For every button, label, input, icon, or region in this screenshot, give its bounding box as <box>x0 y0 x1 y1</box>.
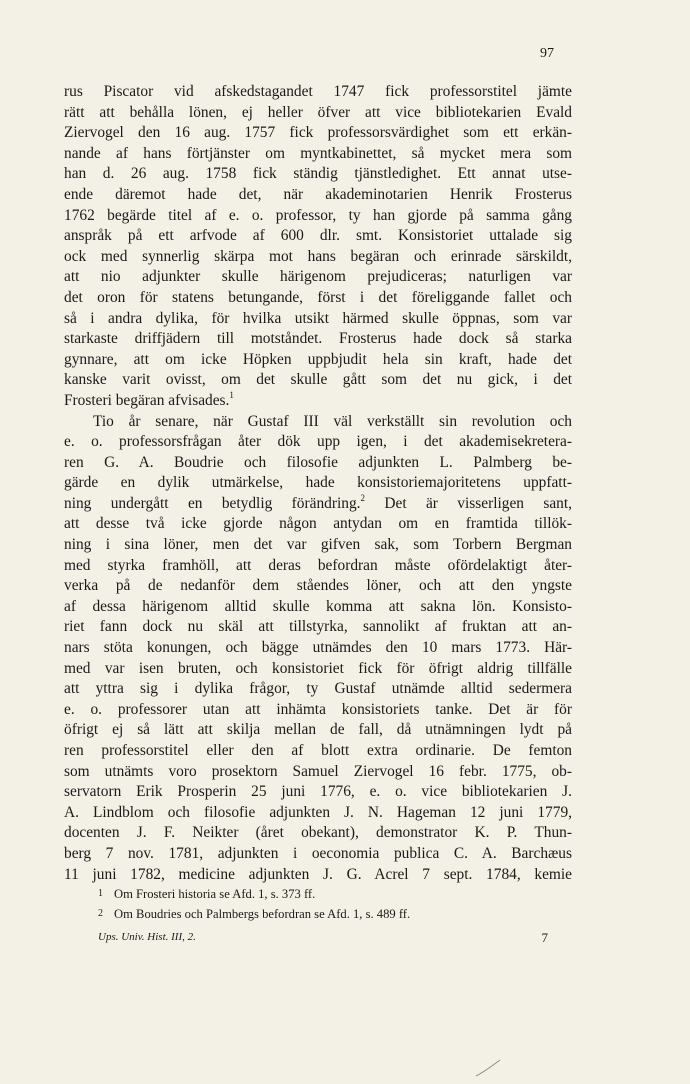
text-line <box>64 309 572 330</box>
footnote <box>64 904 572 924</box>
text-line <box>64 617 572 638</box>
text-line-content: docenten J. F. Neikter (året obekant), demonstrator K. P. Thun- <box>64 824 572 842</box>
text-line <box>64 514 572 535</box>
text-line <box>64 247 572 268</box>
text-line <box>64 823 572 844</box>
text-line <box>64 865 572 886</box>
text-line <box>64 288 572 309</box>
footnote-reference: 2 <box>360 492 365 503</box>
text-line-content: han d. 26 aug. 1758 fick ständig tjänstledighet. Ett annat utse- <box>64 165 572 183</box>
text-line <box>64 679 572 700</box>
text-line-content: gärde en dylik utmärkelse, hade konsistoriemajoritetens uppfatt- <box>64 474 572 492</box>
text-line-content: med styrka framhöll, att deras befordran måste ofördelaktigt åter- <box>64 556 572 574</box>
text-line <box>64 329 572 350</box>
text-line-content: rus Piscator vid afskedstagandet 1747 fick professorstitel jämte <box>64 83 572 100</box>
text-line-content: kanske varit ovisst, om det skulle gått som det nu gick, i det <box>64 371 572 389</box>
footnote-reference: 1 <box>229 389 234 400</box>
text-line-content: ock med synnerlig skärpa mot hans begäran och erinrade särskildt, <box>64 247 572 265</box>
signature-number: 7 <box>541 930 548 945</box>
text-line <box>64 103 572 124</box>
text-line <box>64 412 572 433</box>
text-line-content: riet fann dock nu skäl att tillstyrka, sannolikt af fruktan att an- <box>64 618 572 636</box>
text-line-content: att desse två icke gjorde någon antydan om en framtida tillök- <box>64 515 572 533</box>
text-line <box>64 350 572 371</box>
text-line-content: af dessa härigenom alltid skulle komma att sakna lön. Konsisto- <box>64 597 572 615</box>
text-line-content: nande af hans förtjänster om myntkabinettet, så mycket mera som <box>64 144 572 162</box>
text-line <box>64 803 572 824</box>
text-line-content: nars stöta konungen, och bägge utnämdes den 10 mars 1773. Här- <box>64 639 572 657</box>
text-line <box>64 453 572 474</box>
text-line <box>64 370 572 391</box>
text-line-content: öfrigt ej så lätt att skilja mellan de fall, då utnämningen lydt på <box>64 721 572 739</box>
footnote <box>64 884 572 904</box>
text-line <box>64 597 572 618</box>
text-line <box>64 473 572 494</box>
text-line-content: med var isen bruten, och konsistoriet fick för öfrigt aldrig tillfälle <box>64 659 572 677</box>
text-line-content: starkaste driffjädern till motståndet. Frosterus hade dock så starka <box>64 330 572 348</box>
text-line <box>64 494 572 515</box>
text-line <box>64 535 572 556</box>
text-line-content: anspråk på ett arfvode af 600 dlr. smt. Konsistoriet uttalade sig <box>64 227 572 245</box>
text-line <box>64 123 572 144</box>
page-number: 97 <box>540 46 554 61</box>
text-line-continuation: Det är visserligen sant, <box>365 494 573 512</box>
text-line-content: servatorn Erik Prosperin 25 juni 1776, e. o. vice bibliotekarien J. <box>64 783 572 801</box>
text-line-content: gynnare, att om icke Höpken uppbjudit hela sin kraft, hade det <box>64 350 572 368</box>
text-line-content: det oron för statens betungande, först i det föreliggande fallet och <box>64 288 572 306</box>
text-line <box>64 782 572 803</box>
text-line-content: så i andra dylika, för hvilka utsikt härmed skulle öppnas, som var <box>64 309 572 327</box>
text-line-content: rätt att behålla lönen, ej heller öfver att vice bibliotekarien Evald <box>64 103 572 121</box>
text-line <box>64 741 572 762</box>
text-line-content: ning i sina löner, men det var gifven sak, som Torbern Bergman <box>64 536 572 554</box>
footnote-text: Om Boudries och Palmbergs befordran se Afd. 1, s. 489 ff. <box>114 907 411 921</box>
text-line <box>64 226 572 247</box>
text-line-content: e. o. professorer utan att inhämta konsistoriets tanke. Det är för <box>64 700 572 718</box>
body-text <box>64 82 572 885</box>
text-line-content: 1762 begärde titel af e. o. professor, ty han gjorde på samma gång <box>64 206 572 224</box>
text-line <box>64 659 572 680</box>
text-line-content: 11 juni 1782, medicine adjunkten J. G. Acrel 7 sept. 1784, kemie <box>64 865 572 883</box>
text-line <box>64 185 572 206</box>
text-line <box>64 762 572 783</box>
text-line <box>64 144 572 165</box>
text-line-content: Tio år senare, när Gustaf III väl verkställt sin revolution och <box>93 412 572 430</box>
footnote-mark: 1 <box>98 888 103 899</box>
text-line <box>64 164 572 185</box>
text-line-content: Ziervogel den 16 aug. 1757 fick professorsvärdighet som ett erkän- <box>64 124 572 142</box>
text-line <box>64 206 572 227</box>
text-line-content: att nio adjunkter skulle härigenom prejudiceras; naturligen var <box>64 268 572 286</box>
text-line-content: ren professorstitel eller den af blott extra ordinarie. De femton <box>64 742 572 759</box>
text-line <box>64 432 572 453</box>
text-line-content: berg 7 nov. 1781, adjunkten i oeconomia publica C. A. Barchæus <box>64 844 572 862</box>
text-line <box>64 82 572 103</box>
text-line-content: att yttra sig i dylika frågor, ty Gustaf utnämde alltid sedermera <box>64 680 572 698</box>
text-line-content: A. Lindblom och filosofie adjunkten J. N. Hageman 12 juni 1779, <box>64 803 572 821</box>
text-line <box>64 844 572 865</box>
text-line <box>64 720 572 741</box>
text-line <box>64 267 572 288</box>
signature-title: Ups. Univ. Hist. III, 2. <box>98 931 196 943</box>
text-line-content: ende däremot hade det, när akademinotarien Henrik Frosterus <box>64 185 572 203</box>
text-line-content: ning undergått en betydlig förändring. <box>64 494 361 512</box>
footnote-text: Om Frosteri historia se Afd. 1, s. 373 ff. <box>114 887 316 901</box>
text-line-content: som utnämts voro prosektorn Samuel Ziervogel 16 febr. 1775, ob- <box>64 762 572 780</box>
footnote-mark: 2 <box>98 908 103 919</box>
text-line-content: ren G. A. Boudrie och filosofie adjunkten L. Palmberg be- <box>64 453 572 471</box>
text-line <box>64 576 572 597</box>
footnotes <box>64 884 572 924</box>
text-line <box>64 700 572 721</box>
text-line <box>64 556 572 577</box>
text-line-content: e. o. professorsfrågan åter dök upp igen, i det akademisekretera- <box>64 433 572 451</box>
text-line <box>64 638 572 659</box>
text-line <box>64 391 572 412</box>
pencil-mark-icon <box>474 1058 504 1078</box>
text-line-content: Frosteri begäran afvisades. <box>64 391 230 409</box>
text-line-content: verka på de nedanför dem ståendes löner, och att den yngste <box>64 577 572 595</box>
